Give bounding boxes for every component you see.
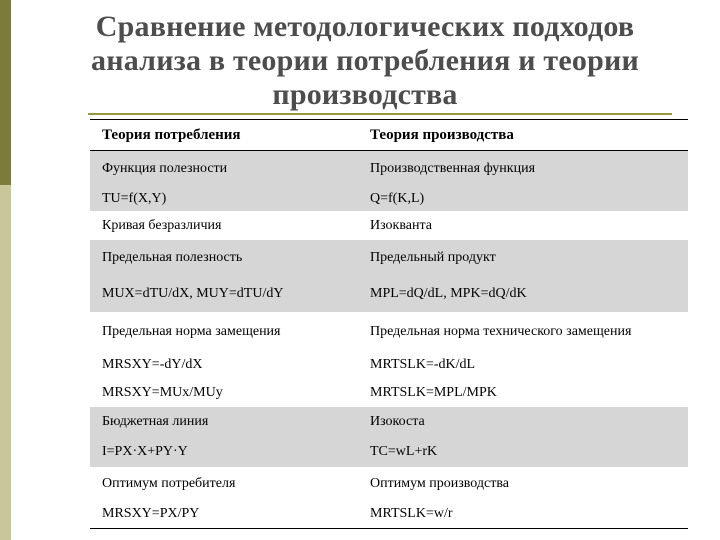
cell-production-formula: MRTSLK=MPL/MPK — [370, 385, 497, 400]
cell-consumption: Предельная норма замещения — [102, 323, 281, 339]
title-line-2: анализа в теории потребления и теории — [91, 44, 639, 77]
table-row — [90, 500, 688, 529]
table-row — [90, 211, 688, 240]
cell-production: Оптимум производства — [370, 475, 509, 491]
title-underline — [88, 113, 672, 115]
table-row — [90, 275, 688, 312]
cell-consumption-formula: MRSXY=MUx/MUy — [102, 385, 223, 400]
comparison-table — [90, 119, 688, 529]
header-production: Теория производства — [370, 127, 514, 143]
cell-production-formula: MRTSLK=-dK/dL — [370, 357, 476, 372]
cell-consumption: Кривая безразличия — [102, 217, 222, 233]
slide-title — [60, 10, 670, 112]
cell-production-formula: MPL=dQ/dL, MPK=dQ/dK — [370, 285, 527, 301]
slide-side-bar-accent — [0, 0, 11, 185]
cell-production-formula: MRTSLK=w/r — [370, 506, 453, 521]
cell-production: Q=f(K,L) — [370, 191, 425, 206]
table-row — [90, 351, 688, 379]
table-row — [90, 312, 688, 351]
cell-production: Производственная функция — [370, 161, 536, 176]
table-row — [90, 187, 688, 211]
cell-production-formula: TC=wL+rK — [370, 444, 438, 459]
cell-consumption-formula: I=PX·X+PY·Y — [102, 444, 188, 459]
cell-production: Предельная норма технического замещения — [370, 323, 632, 339]
cell-consumption: Предельная полезность — [102, 249, 243, 265]
table-row — [90, 407, 688, 437]
title-line-3: производства — [272, 78, 458, 111]
cell-consumption-formula: MRSXY=-dY/dX — [102, 357, 203, 372]
header-consumption: Теория потребления — [102, 127, 241, 143]
cell-consumption: Функция полезности — [102, 161, 228, 176]
cell-consumption: TU=f(X,Y) — [102, 191, 167, 206]
cell-consumption: Бюджетная линия — [102, 414, 209, 429]
cell-consumption: Оптимум потребителя — [102, 475, 236, 491]
cell-production: Изокоста — [370, 414, 425, 429]
table-row — [90, 467, 688, 500]
table-row — [90, 151, 688, 187]
cell-consumption-formula: MUX=dTU/dX, MUY=dTU/dY — [102, 285, 284, 301]
table-row — [90, 379, 688, 407]
cell-production: Изокванта — [370, 217, 432, 233]
title-line-1: Сравнение методологических подходов — [95, 10, 635, 43]
table-row — [90, 437, 688, 467]
table-row — [90, 240, 688, 275]
cell-consumption-formula: MRSXY=PX/PY — [102, 506, 200, 521]
table-header-row — [90, 119, 688, 151]
cell-production: Предельный продукт — [370, 249, 496, 265]
